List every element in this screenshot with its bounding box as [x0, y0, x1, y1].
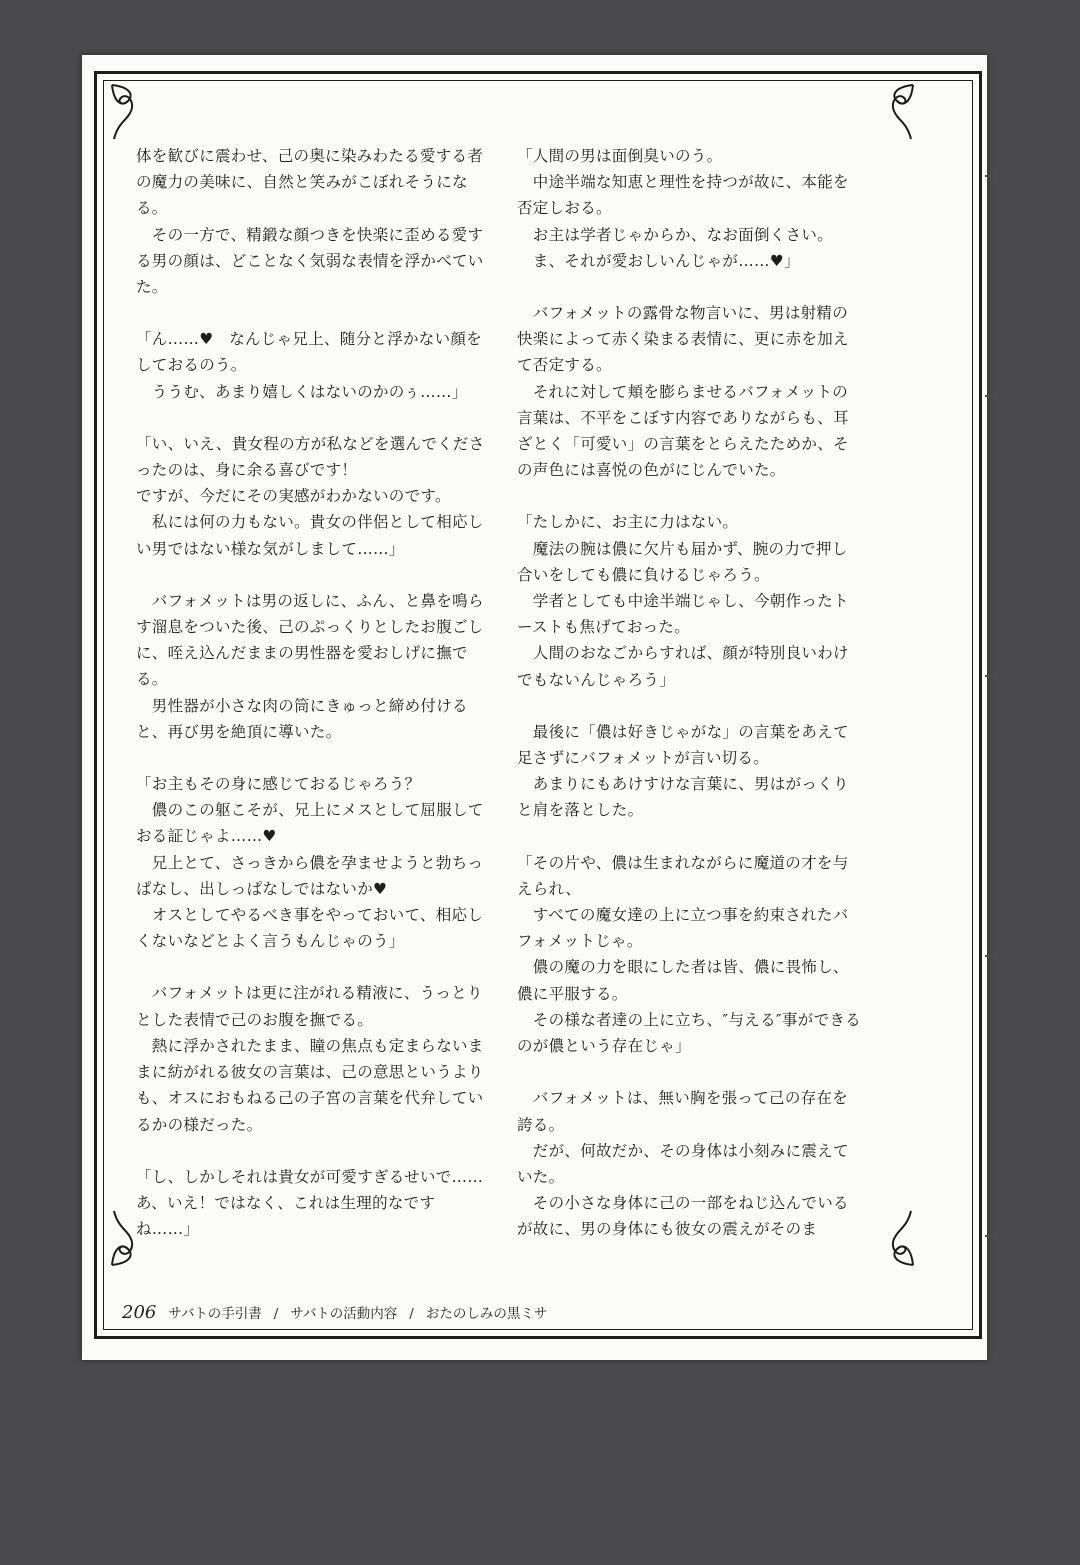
paragraph: 「し、しかしそれは貴女が可愛すぎるせいで……あ、いえ！ではなく、これは生理的なですね……」	[136, 1167, 484, 1239]
paragraph: バフォメットの露骨な物言いに、男は射精の快楽によって赤く染まる表情に、更に赤を加えて否定する。 それに対して頬を膨らませるバフォメットの言葉は、不平をこぼす内容でありながらも、耳ざとく「可愛い」の言葉をとらえたためか、その声色には喜悦の色がにじんでいた。	[517, 304, 849, 480]
left-text-column	[136, 143, 486, 1242]
page-edge-mark	[985, 175, 993, 177]
page-edge-mark	[985, 675, 993, 677]
page-edge-mark	[985, 955, 993, 957]
right-text-column	[517, 143, 862, 1243]
paragraph: 「その片や、儂は生まれながらに魔道の才を与えられ、 すべての魔女達の上に立つ事を約束されたバフォメットじゃ。 儂の魔の力を眼にした者は皆、儂に畏怖し、儂に平服する。 その様な者達の上に立ち、″与える″事ができるのが儂という存在じゃ」	[517, 853, 861, 1056]
footer-crumb-2: サバトの活動内容	[290, 1306, 398, 1322]
corner-ornament-top-left-icon	[110, 83, 170, 143]
footer-separator: /	[409, 1306, 414, 1322]
paragraph: バフォメットは、無い胸を張って己の存在を誇る。 だが、何故だか、その身体は小刻みに震えていた。 その小さな身体に己の一部をねじ込んでいるが故に、男の身体にも彼女の震えがそのま	[517, 1089, 849, 1239]
footer-crumb-1: サバトの手引書	[168, 1306, 262, 1322]
book-page	[82, 55, 987, 1360]
paragraph: 「ん……♥ なんじゃ兄上、随分と浮かない顔をしておるのう。 ううむ、あまり嬉しくはないのかのぅ……」	[136, 330, 482, 401]
footer-crumb-3: おたのしみの黒ミサ	[425, 1306, 548, 1322]
page-footer	[122, 1302, 547, 1323]
page-edge-mark	[985, 1235, 993, 1237]
paragraph: バフォメットは男の返しに、ふん、と鼻を鳴らす溜息をついた後、己のぷっくりとしたお腹ごしに、咥え込んだままの男性器を愛おしげに撫でる。 男性器が小さな肉の筒にきゅっと締め付けると、再び男を絶頂に導いた。	[136, 591, 484, 741]
page-edge-mark	[985, 395, 993, 397]
paragraph: 体を歓びに震わせ、己の奥に染みわたる愛する者の魔力の美味に、自然と笑みがこぼれそうになる。 その一方で、精鍛な顔つきを快楽に歪める愛する男の顔は、どことなく気弱な表情を浮かべていた。	[136, 147, 484, 297]
paragraph: 「人間の男は面倒臭いのう。 中途半端な知恵と理性を持つが故に、本能を否定しおる。 お主は学者じゃからか、なお面倒くさい。 ま、それが愛おしいんじゃが……♥」	[517, 147, 849, 270]
paragraph: 最後に「儂は好きじゃがな」の言葉をあえて足さずにバフォメットが言い切る。 あまりにもあけすけな言葉に、男はがっくりと肩を落とした。	[517, 722, 849, 820]
paragraph: 「い、いえ、貴女程の方が私などを選んでくださったのは、身に余る喜びです！ ですが、今だにその実感がわかないのです。 私には何の力もない。貴女の伴侶として相応しい男ではない様な気がしまして……」	[136, 434, 485, 558]
footer-separator: /	[273, 1306, 279, 1322]
paragraph: 「たしかに、お主に力はない。 魔法の腕は儂に欠片も届かず、腕の力で押し合いをしても儂に負けるじゃろう。 学者としても中途半端じゃし、今朝作ったトーストも焦げておった。 人間のおなごからすれば、顔が特別良いわけでもないんじゃろう」	[517, 513, 849, 689]
corner-ornament-top-right-icon	[855, 83, 915, 143]
paragraph: 「お主もその身に感じておるじゃろう？ 儂のこの躯こそが、兄上にメスとして屈服しておる証じゃよ……♥ 兄上とて、さっきから儂を孕ませようと勃ちっぱなし、出しっぱなしではないか♥ オスとしてやるべき事をやっておいて、相応しくないなどとよく言うもんじゃのう」	[136, 775, 484, 951]
corner-ornament-bottom-right-icon	[855, 1207, 915, 1267]
page-number: 206	[122, 1302, 157, 1323]
paragraph: バフォメットは更に注がれる精液に、うっとりとした表情で己のお腹を撫でる。 熱に浮かされたまま、瞳の焦点も定まらないままに紡がれる彼女の言葉は、己の意思というよりも、オスにおもねる己の子宮の言葉を代弁しているかの様だった。	[136, 984, 484, 1134]
